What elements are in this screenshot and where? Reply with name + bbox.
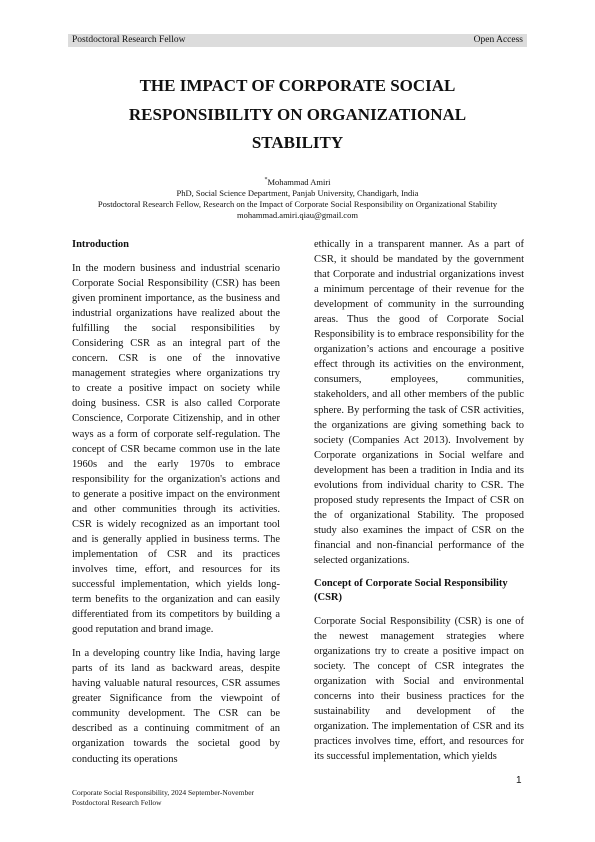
author-affiliation-1: PhD, Social Science Department, Panjab University, Chandigarh, India	[176, 187, 419, 198]
title-line-1: THE IMPACT OF CORPORATE SOCIAL	[139, 76, 456, 95]
author-name: Mohammad Amiri	[267, 176, 331, 187]
page-number: 1	[516, 775, 522, 786]
intro-paragraph-1: In the modern business and industrial scenario Corporate Social Responsibility (CSR) has been given prominent importance, as the business and industrial organizations have realized about the fulfilling the social responsibilities by Considering CSR as an integral part of the concern. CSR is one of the innovative management strategies where organizations try to create a positive impact on society while doing business. CSR is also called Corporate Conscience, Corporate Citizenship, and in other ways as a form of corporate self-regulation. The concept of CSR became common use in the late 1960s and the early 1970s to embrace responsibility for the organization's actions and to generate a positive impact on the environment and other communities through its activities. CSR is widely recognized as an important tool and is generally applied in business terms. The implementation of CSR and its practices involves time, effort, and resources for its successful implementation, which yields long-term benefits to the organization and can easily differentiated from its competitors by building a good reputation and brand image.	[72, 263, 280, 636]
page-footer	[72, 788, 254, 807]
author-block	[40, 175, 555, 221]
right-column	[314, 237, 524, 774]
author-name-line	[40, 175, 555, 188]
footer-line-2: Postdoctoral Research Fellow	[72, 797, 162, 807]
intro-paragraph-2: In a developing country like India, having large parts of its land as backward areas, despite having valuable natural resources, CSR assumes greater Significance from the viewpoint of community development. The CSR can be described as a continuing commitment of an organization towards the societal good by conducting its operations	[72, 648, 280, 765]
header-access-label: Open Access	[473, 35, 523, 45]
header-journal-label: Postdoctoral Research Fellow	[72, 35, 186, 45]
author-affiliation-2: Postdoctoral Research Fellow, Research on the Impact of Corporate Social Responsibility on Organizational Stability	[97, 198, 498, 209]
paper-title	[68, 72, 527, 158]
concept-heading: Concept of Corporate Social Responsibility (CSR)	[314, 578, 508, 604]
title-line-3: STABILITY	[251, 133, 344, 152]
concept-paragraph-1: Corporate Social Responsibility (CSR) is one of the newest management strategies where organizations try to create a positive impact on society. The concept of CSR integrates the organization with Social and environmental concerns into their business practices for the sustainability and development of the organization. The implementation of CSR and its practices involves time, effort, and resources for its successful implementation, which yields	[314, 616, 524, 763]
author-marker: *	[264, 177, 268, 183]
author-email[interactable]: mohammad.amiri.qiau@gmail.com	[237, 209, 358, 220]
running-header	[68, 34, 527, 47]
title-line-2: RESPONSIBILITY ON ORGANIZATIONAL	[128, 104, 467, 124]
introduction-heading: Introduction	[72, 239, 129, 250]
left-column	[72, 238, 280, 776]
footer-line-1: Corporate Social Responsibility, 2024 September-November	[72, 788, 255, 797]
right-paragraph-1: ethically in a transparent manner. As a part of CSR, it should be mandated by the government that Corporate and industrial organizations invest a minimum percentage of their revenue for the development of community in the surrounding areas. Thus the good of Corporate Social Responsibility is to embrace responsibility for the organization’s actions and encourage a positive effect through its activities on the environment, consumers, employees, communities, stakeholders, and all other members of the public sphere. By performing the task of CSR activities, the organizations are giving something back to society (Companies Act 2013). Involvement by Corporate organizations in Social welfare and development has been a tradition in India and its evolutions from individual charity to CSR. The proposed study represents the Impact of CSR on the of organizational Stability. The proposed study also examines the impact of CSR on the financial and non-financial performance of the selected organizations.	[314, 239, 524, 566]
